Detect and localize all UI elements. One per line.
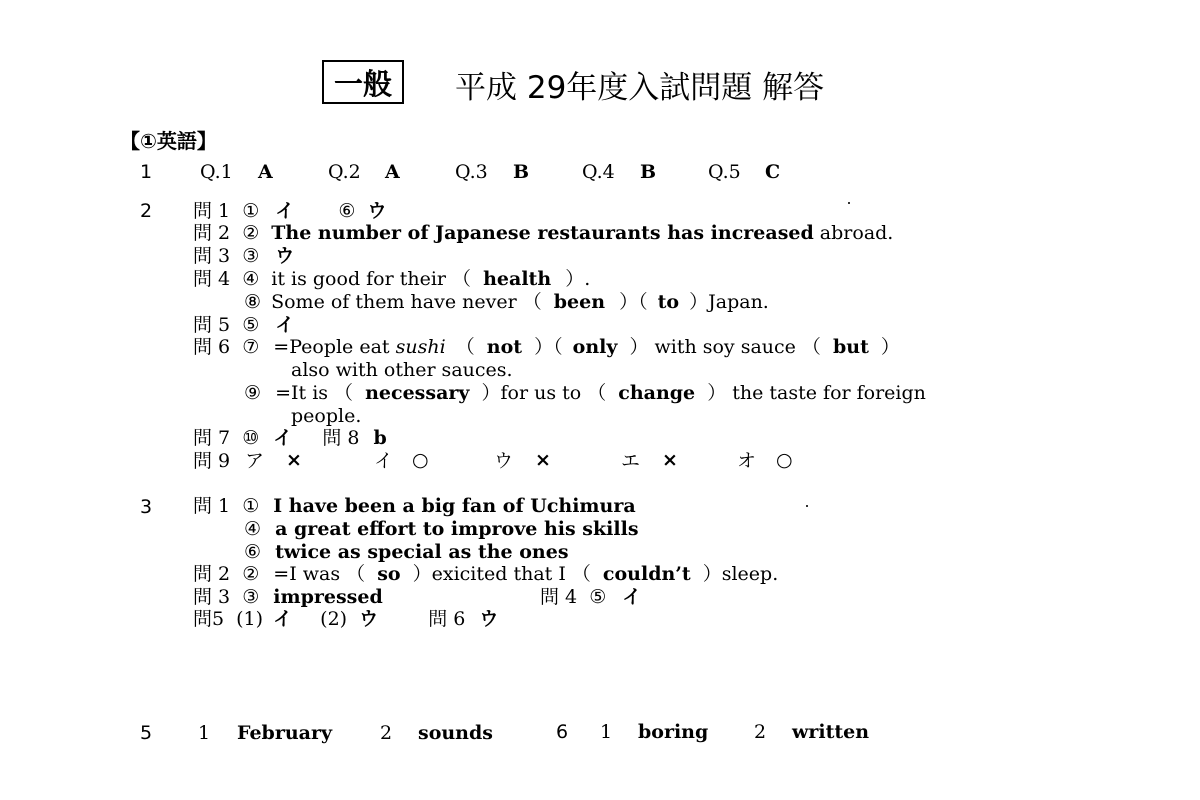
sub-question-label: 問 4 [193, 268, 231, 290]
q1-item-label: Q.5 [708, 161, 741, 183]
answer-text: ）（ [534, 336, 563, 358]
choice-key: エ [621, 450, 641, 472]
q3-mon1-row-2 [244, 518, 639, 541]
q3-mon5-row [193, 608, 498, 631]
answer: impressed [273, 586, 383, 608]
sub-question-label: 問 1 [193, 495, 231, 517]
circled-number: ⑤ [589, 586, 607, 608]
circled-number: ① [242, 495, 260, 517]
sub-question-label: 問 1 [193, 200, 231, 222]
circled-number: ⑦ [242, 336, 260, 358]
question-number: 2 [140, 200, 153, 222]
answer: ウ [367, 200, 387, 222]
q3-mon1-row-3 [244, 541, 569, 564]
answer-text: ） with soy sauce （ [629, 336, 821, 358]
q2-mon1-row [193, 200, 386, 223]
q2-mon4-row [193, 268, 590, 291]
answer: necessary [365, 382, 470, 404]
sub-question-label: 問 6 [193, 336, 231, 358]
q2-mon3-row [193, 245, 294, 268]
choice-mark: ○ [412, 449, 429, 471]
answer: health [483, 268, 552, 290]
sub-question-label: 問 3 [193, 245, 231, 267]
answer-text: ）sleep. [702, 563, 779, 585]
sub-question-label: 問 5 [193, 314, 231, 336]
answer: sounds [418, 722, 493, 744]
q3-mon3-row [193, 586, 383, 609]
answer-text: ）for us to （ [481, 382, 607, 404]
answer: to [657, 291, 680, 313]
circled-number: ⑥ [244, 541, 262, 563]
answer: only [572, 336, 618, 358]
answer: so [377, 563, 401, 585]
q2-mon2-row [193, 222, 893, 245]
sub-question-label: 問 3 [193, 586, 231, 608]
sub-question-label: 問 2 [193, 563, 231, 585]
answer-text: （ [455, 336, 475, 358]
circled-number: ⑤ [242, 314, 260, 336]
answer-text: people. [291, 405, 362, 427]
answer-text: =I was （ [273, 563, 366, 585]
sub-question-label: 問 4 [540, 586, 578, 608]
q1-item-label: Q.2 [328, 161, 361, 183]
answer: February [237, 722, 333, 744]
answer-text: Some of them have never （ [271, 291, 542, 313]
q1-item-answer: A [385, 161, 400, 183]
answer-text: ）. [565, 268, 591, 290]
answer: ウ [275, 245, 295, 267]
answer: イ [275, 314, 295, 336]
section-label: 【①英語】 [120, 129, 217, 153]
choice-mark: × [662, 449, 678, 471]
answer: イ [273, 608, 293, 630]
answer: The number of Japanese restaurants has increased [271, 222, 814, 244]
q2-mon6-row-2 [291, 359, 513, 382]
circled-number: ① [242, 200, 260, 222]
q1-item-label: Q.3 [455, 161, 488, 183]
choice-key: ア [245, 450, 265, 472]
q1-item-answer: A [258, 161, 273, 183]
page-title: 平成 29年度入試問題 解答 [455, 70, 825, 106]
sub-question-label: 問 9 [193, 450, 231, 472]
circled-number: ⑥ [338, 200, 356, 222]
q2-mon6-row [193, 336, 900, 359]
item-number: 2 [380, 722, 393, 744]
answer: ウ [359, 608, 379, 630]
answer-text: ） the taste for foreign [707, 382, 926, 404]
sub-question-label: 問 6 [428, 608, 466, 630]
q1-item-label: Q.4 [582, 161, 615, 183]
circled-number: ③ [242, 586, 260, 608]
choice-mark: ○ [776, 449, 793, 471]
circled-number: ⑨ [244, 382, 262, 404]
q3-mon4-row [540, 586, 641, 609]
answer: イ [622, 586, 642, 608]
q2-mon6-row-4 [291, 405, 361, 428]
circled-number: ③ [242, 245, 260, 267]
answer: イ [273, 427, 293, 449]
answer-text: it is good for their （ [271, 268, 472, 290]
choice-key: オ [737, 450, 757, 472]
paren-number: (1) [236, 608, 264, 630]
answer-text: ）exicited that I （ [412, 563, 591, 585]
choice-key: イ [374, 450, 394, 472]
circled-number: ② [242, 563, 260, 585]
scan-speck [848, 202, 850, 204]
answer: couldn’t [602, 563, 691, 585]
q2-mon4-row-2 [244, 291, 769, 314]
q1-item-answer: B [640, 161, 657, 183]
q3-mon2-row [193, 563, 778, 586]
circled-number: ④ [242, 268, 260, 290]
scan-speck [806, 505, 808, 507]
choice-mark: × [286, 449, 302, 471]
answer: boring [638, 721, 709, 743]
answer: twice as special as the ones [275, 541, 569, 563]
answer: change [618, 382, 696, 404]
circled-number: ② [242, 222, 260, 244]
q1-item-answer: C [765, 161, 781, 183]
answer: イ [275, 200, 295, 222]
answer: written [792, 721, 870, 743]
q2-mon6-row-3 [244, 382, 926, 405]
item-number: 1 [600, 721, 613, 743]
question-number: 3 [140, 496, 153, 518]
item-number: 2 [754, 721, 767, 743]
category-badge: 一般 [322, 60, 404, 104]
q2-mon5-row [193, 314, 294, 337]
q2-mon7-row [193, 427, 387, 450]
sub-question-label: 問 2 [193, 222, 231, 244]
italic-word: sushi [395, 336, 446, 358]
answer-text: ）Japan. [689, 291, 769, 313]
q1-item-label: Q.1 [200, 161, 233, 183]
sub-question-label: 問5 [193, 608, 225, 630]
sub-question-label: 問 8 [322, 427, 360, 449]
circled-number: ⑩ [242, 427, 260, 449]
circled-number: ⑧ [244, 291, 262, 313]
answer-text: ） [880, 336, 900, 358]
answer-text: also with other sauces. [291, 359, 513, 381]
answer: ウ [479, 608, 499, 630]
answer-text: =It is （ [275, 382, 354, 404]
answer-text: =People eat [273, 336, 396, 358]
circled-number: ④ [244, 518, 262, 540]
q1-item-answer: B [513, 161, 530, 183]
item-number: 1 [198, 722, 211, 744]
answer-text: ）（ [619, 291, 648, 313]
q3-mon1-row [193, 495, 636, 518]
choice-mark: × [535, 449, 551, 471]
answer: b [373, 427, 387, 449]
answer-text: abroad. [813, 222, 894, 244]
paren-number: (2) [320, 608, 348, 630]
question-number: 6 [556, 721, 569, 743]
answer: I have been a big fan of Uchimura [273, 495, 636, 517]
question-number: 5 [140, 722, 153, 744]
choice-key: ウ [494, 450, 514, 472]
question-number: 1 [140, 161, 153, 183]
answer: a great effort to improve his skills [275, 518, 639, 540]
answer: not [486, 336, 523, 358]
answer: been [553, 291, 606, 313]
sub-question-label: 問 7 [193, 427, 231, 449]
answer: but [832, 336, 869, 358]
